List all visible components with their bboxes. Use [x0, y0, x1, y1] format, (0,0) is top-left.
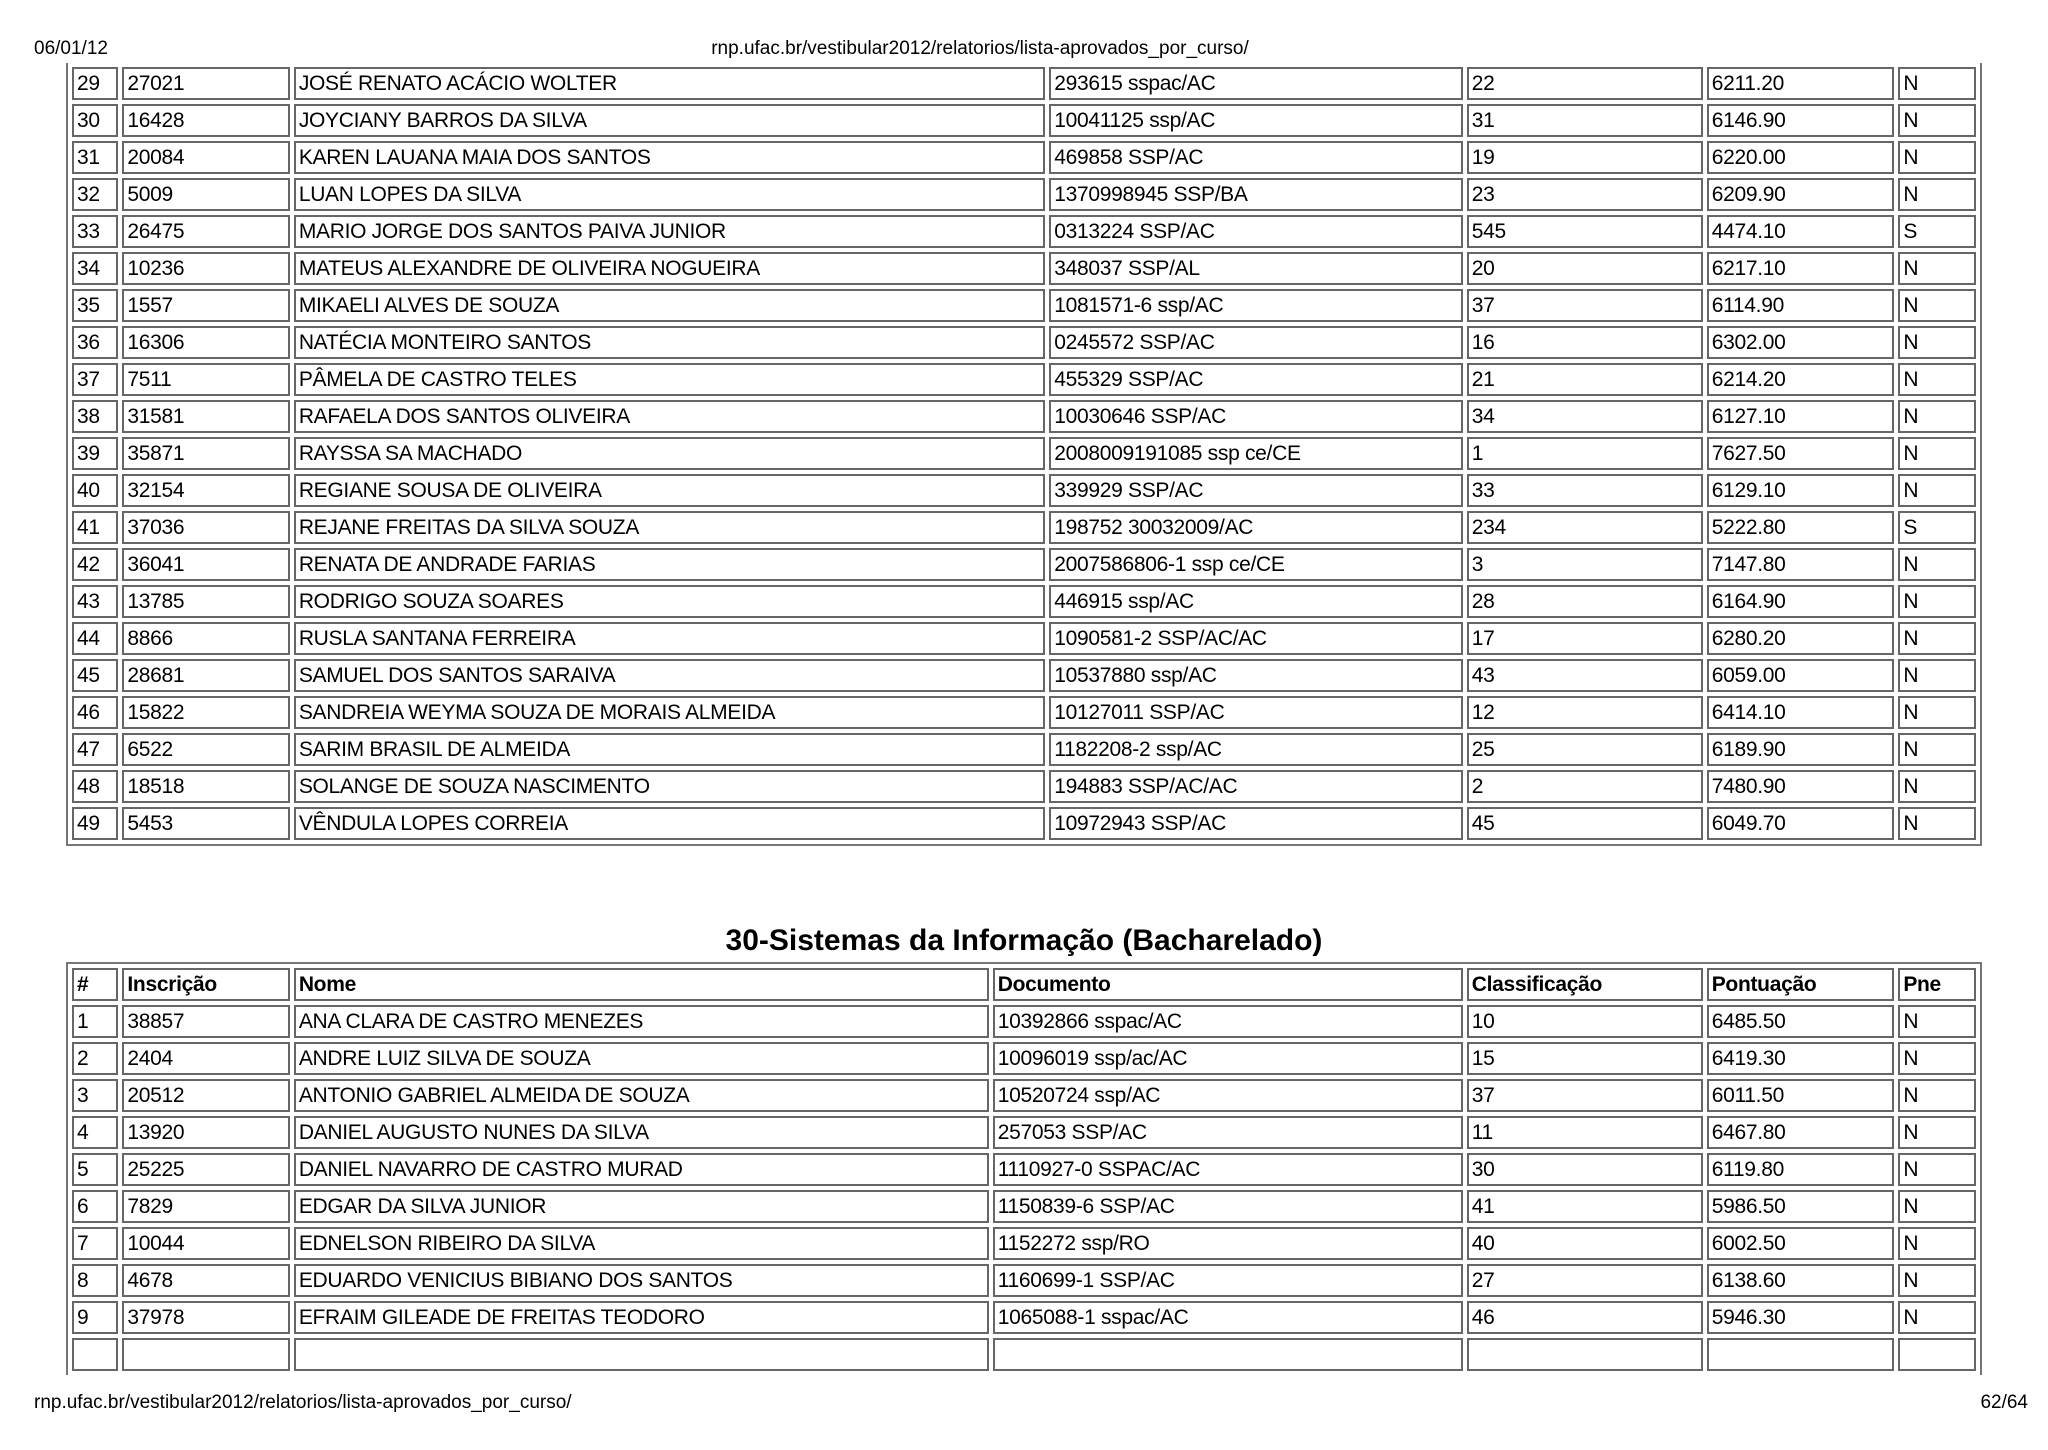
- cell-pontuacao: 6114.90: [1707, 289, 1895, 322]
- cell-documento: 2008009191085 ssp ce/CE: [1049, 437, 1463, 470]
- cell-documento: 339929 SSP/AC: [1049, 474, 1463, 507]
- results-table-previous-course: [66, 63, 1982, 846]
- cell-inscricao: 13920: [122, 1116, 289, 1149]
- cell-index: 29: [72, 67, 118, 100]
- cell-index: 32: [72, 178, 118, 211]
- cell-pne: N: [1898, 696, 1976, 729]
- cell-inscricao: 2404: [122, 1042, 289, 1075]
- cell-nome: RAFAELA DOS SANTOS OLIVEIRA: [294, 400, 1045, 433]
- cell-index: 37: [72, 363, 118, 396]
- cell-index: 5: [72, 1153, 118, 1186]
- cell-pontuacao: 6146.90: [1707, 104, 1895, 137]
- cell-classificacao: 19: [1467, 141, 1703, 174]
- cell-nome: [294, 1338, 989, 1371]
- cell-classificacao: 27: [1467, 1264, 1703, 1297]
- cell-documento: 348037 SSP/AL: [1049, 252, 1463, 285]
- cell-nome: EFRAIM GILEADE DE FREITAS TEODORO: [294, 1301, 989, 1334]
- cell-pne: N: [1898, 141, 1976, 174]
- cell-index: 44: [72, 622, 118, 655]
- cell-pne: N: [1898, 1153, 1976, 1186]
- cell-pne: N: [1898, 104, 1976, 137]
- cell-index: 4: [72, 1116, 118, 1149]
- cell-nome: JOSÉ RENATO ACÁCIO WOLTER: [294, 67, 1045, 100]
- table-row: [72, 733, 1976, 766]
- cell-inscricao: 16306: [122, 326, 289, 359]
- cell-nome: RENATA DE ANDRADE FARIAS: [294, 548, 1045, 581]
- cell-inscricao: 8866: [122, 622, 289, 655]
- cell-nome: ANDRE LUIZ SILVA DE SOUZA: [294, 1042, 989, 1075]
- cell-classificacao: 41: [1467, 1190, 1703, 1223]
- cell-pne: S: [1898, 215, 1976, 248]
- cell-index: 9: [72, 1301, 118, 1334]
- print-header-url: rnp.ufac.br/vestibular2012/relatorios/lista-aprovados_por_curso/: [711, 38, 1249, 59]
- table-row: [72, 807, 1976, 840]
- table-row: [72, 178, 1976, 211]
- cell-pne: N: [1898, 289, 1976, 322]
- cell-nome: REJANE FREITAS DA SILVA SOUZA: [294, 511, 1045, 544]
- cell-nome: ANA CLARA DE CASTRO MENEZES: [294, 1005, 989, 1038]
- cell-documento: 10537880 ssp/AC: [1049, 659, 1463, 692]
- cell-inscricao: 5453: [122, 807, 289, 840]
- table-row: [72, 141, 1976, 174]
- table-row: [72, 511, 1976, 544]
- cell-nome: RAYSSA SA MACHADO: [294, 437, 1045, 470]
- cell-pne: N: [1898, 622, 1976, 655]
- cell-index: 2: [72, 1042, 118, 1075]
- table-row: [72, 1153, 1976, 1186]
- cell-documento: 194883 SSP/AC/AC: [1049, 770, 1463, 803]
- table-row: [72, 1227, 1976, 1260]
- cell-inscricao: 36041: [122, 548, 289, 581]
- cell-classificacao: 40: [1467, 1227, 1703, 1260]
- cell-inscricao: 7511: [122, 363, 289, 396]
- cell-classificacao: 16: [1467, 326, 1703, 359]
- cell-index: 49: [72, 807, 118, 840]
- page-number: 62/64: [1980, 1392, 2028, 1413]
- cell-classificacao: 234: [1467, 511, 1703, 544]
- table-row: [72, 67, 1976, 100]
- table-row: [72, 1005, 1976, 1038]
- col-header-documento: Documento: [993, 968, 1463, 1001]
- cell-classificacao: 25: [1467, 733, 1703, 766]
- table-row: [72, 437, 1976, 470]
- cell-classificacao: 10: [1467, 1005, 1703, 1038]
- cell-documento: 293615 sspac/AC: [1049, 67, 1463, 100]
- cell-index: 35: [72, 289, 118, 322]
- cell-pne: [1898, 1338, 1976, 1371]
- cell-index: 38: [72, 400, 118, 433]
- cell-inscricao: 18518: [122, 770, 289, 803]
- cell-pne: N: [1898, 178, 1976, 211]
- cell-classificacao: 545: [1467, 215, 1703, 248]
- cell-pontuacao: 6485.50: [1707, 1005, 1895, 1038]
- col-header-pontuacao: Pontuação: [1707, 968, 1895, 1001]
- cell-classificacao: 37: [1467, 289, 1703, 322]
- cell-classificacao: 17: [1467, 622, 1703, 655]
- cell-inscricao: 26475: [122, 215, 289, 248]
- cell-pontuacao: 6214.20: [1707, 363, 1895, 396]
- cell-classificacao: 23: [1467, 178, 1703, 211]
- cell-pontuacao: 6127.10: [1707, 400, 1895, 433]
- cell-inscricao: 16428: [122, 104, 289, 137]
- cell-pne: N: [1898, 1116, 1976, 1149]
- table-row: [72, 474, 1976, 507]
- cell-inscricao: 32154: [122, 474, 289, 507]
- cell-pne: N: [1898, 252, 1976, 285]
- cell-nome: MARIO JORGE DOS SANTOS PAIVA JUNIOR: [294, 215, 1045, 248]
- cell-classificacao: 34: [1467, 400, 1703, 433]
- cell-documento: 198752 30032009/AC: [1049, 511, 1463, 544]
- cell-pne: N: [1898, 807, 1976, 840]
- cell-pontuacao: 6138.60: [1707, 1264, 1895, 1297]
- cell-nome: VÊNDULA LOPES CORREIA: [294, 807, 1045, 840]
- cell-pontuacao: 5222.80: [1707, 511, 1895, 544]
- cell-pontuacao: 6467.80: [1707, 1116, 1895, 1149]
- cell-inscricao: 25225: [122, 1153, 289, 1186]
- cell-documento: 0313224 SSP/AC: [1049, 215, 1463, 248]
- cell-documento: 446915 ssp/AC: [1049, 585, 1463, 618]
- table-row: [72, 1116, 1976, 1149]
- table-row: [72, 622, 1976, 655]
- print-footer-url: rnp.ufac.br/vestibular2012/relatorios/lista-aprovados_por_curso/: [34, 1392, 572, 1413]
- cell-index: 42: [72, 548, 118, 581]
- cell-classificacao: 45: [1467, 807, 1703, 840]
- cell-documento: 10392866 sspac/AC: [993, 1005, 1463, 1038]
- cell-pne: N: [1898, 1079, 1976, 1112]
- cell-nome: DANIEL NAVARRO DE CASTRO MURAD: [294, 1153, 989, 1186]
- table-row: [72, 1190, 1976, 1223]
- cell-pontuacao: 7627.50: [1707, 437, 1895, 470]
- cell-pontuacao: 6217.10: [1707, 252, 1895, 285]
- cell-nome: RUSLA SANTANA FERREIRA: [294, 622, 1045, 655]
- cell-pontuacao: 7147.80: [1707, 548, 1895, 581]
- cell-pne: N: [1898, 1190, 1976, 1223]
- cell-inscricao: 27021: [122, 67, 289, 100]
- cell-index: 45: [72, 659, 118, 692]
- cell-inscricao: 5009: [122, 178, 289, 211]
- cell-pne: N: [1898, 1005, 1976, 1038]
- cell-nome: RODRIGO SOUZA SOARES: [294, 585, 1045, 618]
- cell-index: 41: [72, 511, 118, 544]
- cell-inscricao: 20512: [122, 1079, 289, 1112]
- cell-index: 47: [72, 733, 118, 766]
- cell-pontuacao: 6419.30: [1707, 1042, 1895, 1075]
- cell-pontuacao: 6302.00: [1707, 326, 1895, 359]
- table-row: [72, 104, 1976, 137]
- cell-inscricao: 13785: [122, 585, 289, 618]
- cell-pontuacao: 6002.50: [1707, 1227, 1895, 1260]
- cell-documento: 10030646 SSP/AC: [1049, 400, 1463, 433]
- cell-classificacao: 31: [1467, 104, 1703, 137]
- cell-documento: 0245572 SSP/AC: [1049, 326, 1463, 359]
- cell-index: 33: [72, 215, 118, 248]
- cell-documento: 455329 SSP/AC: [1049, 363, 1463, 396]
- cell-nome: EDGAR DA SILVA JUNIOR: [294, 1190, 989, 1223]
- table-row: [72, 548, 1976, 581]
- cell-index: 46: [72, 696, 118, 729]
- cell-documento: 10972943 SSP/AC: [1049, 807, 1463, 840]
- cell-documento: 1152272 ssp/RO: [993, 1227, 1463, 1260]
- table-row: [72, 289, 1976, 322]
- cell-index: 36: [72, 326, 118, 359]
- cell-pne: N: [1898, 67, 1976, 100]
- cell-pontuacao: 6211.20: [1707, 67, 1895, 100]
- cell-documento: 1065088-1 sspac/AC: [993, 1301, 1463, 1334]
- cell-classificacao: 3: [1467, 548, 1703, 581]
- table-row: [72, 1264, 1976, 1297]
- cell-inscricao: [122, 1338, 289, 1371]
- col-header-nome: Nome: [294, 968, 989, 1001]
- cell-classificacao: 37: [1467, 1079, 1703, 1112]
- cell-pontuacao: 6280.20: [1707, 622, 1895, 655]
- cell-pne: N: [1898, 1264, 1976, 1297]
- cell-pontuacao: 5946.30: [1707, 1301, 1895, 1334]
- cell-inscricao: 37978: [122, 1301, 289, 1334]
- cell-index: 30: [72, 104, 118, 137]
- cell-documento: 10520724 ssp/AC: [993, 1079, 1463, 1112]
- cell-nome: LUAN LOPES DA SILVA: [294, 178, 1045, 211]
- cell-index: 40: [72, 474, 118, 507]
- cell-pne: N: [1898, 1301, 1976, 1334]
- cell-nome: ANTONIO GABRIEL ALMEIDA DE SOUZA: [294, 1079, 989, 1112]
- cell-pne: N: [1898, 363, 1976, 396]
- course-title: 30-Sistemas da Informação (Bacharelado): [725, 924, 1323, 957]
- cell-documento: 469858 SSP/AC: [1049, 141, 1463, 174]
- cell-pontuacao: 7480.90: [1707, 770, 1895, 803]
- cell-pne: N: [1898, 548, 1976, 581]
- cell-documento: 1370998945 SSP/BA: [1049, 178, 1463, 211]
- table-row: [72, 770, 1976, 803]
- cell-index: 6: [72, 1190, 118, 1223]
- cell-nome: MIKAELI ALVES DE SOUZA: [294, 289, 1045, 322]
- table-row-continued: [72, 1338, 1976, 1371]
- cell-documento: 10041125 ssp/AC: [1049, 104, 1463, 137]
- cell-pne: N: [1898, 400, 1976, 433]
- cell-inscricao: 38857: [122, 1005, 289, 1038]
- cell-pne: S: [1898, 511, 1976, 544]
- col-header-pne: Pne: [1898, 968, 1976, 1001]
- cell-index: 31: [72, 141, 118, 174]
- cell-pne: N: [1898, 585, 1976, 618]
- cell-inscricao: 10236: [122, 252, 289, 285]
- cell-inscricao: 35871: [122, 437, 289, 470]
- cell-classificacao: 28: [1467, 585, 1703, 618]
- cell-pontuacao: [1707, 1338, 1895, 1371]
- cell-inscricao: 37036: [122, 511, 289, 544]
- cell-pontuacao: 4474.10: [1707, 215, 1895, 248]
- cell-documento: 1182208-2 ssp/AC: [1049, 733, 1463, 766]
- cell-nome: JOYCIANY BARROS DA SILVA: [294, 104, 1045, 137]
- cell-pontuacao: 6209.90: [1707, 178, 1895, 211]
- table-row: [72, 363, 1976, 396]
- cell-pontuacao: 6220.00: [1707, 141, 1895, 174]
- cell-nome: SAMUEL DOS SANTOS SARAIVA: [294, 659, 1045, 692]
- cell-classificacao: 43: [1467, 659, 1703, 692]
- cell-nome: REGIANE SOUSA DE OLIVEIRA: [294, 474, 1045, 507]
- col-header-inscricao: Inscrição: [122, 968, 289, 1001]
- cell-classificacao: 20: [1467, 252, 1703, 285]
- cell-nome: SARIM BRASIL DE ALMEIDA: [294, 733, 1045, 766]
- cell-classificacao: 11: [1467, 1116, 1703, 1149]
- col-header-index: #: [72, 968, 118, 1001]
- cell-index: 43: [72, 585, 118, 618]
- cell-pontuacao: 6129.10: [1707, 474, 1895, 507]
- cell-inscricao: 1557: [122, 289, 289, 322]
- results-table-sistemas-informacao: [66, 962, 1982, 1375]
- table-row: [72, 1079, 1976, 1112]
- cell-index: [72, 1338, 118, 1371]
- cell-nome: PÂMELA DE CASTRO TELES: [294, 363, 1045, 396]
- cell-documento: 2007586806-1 ssp ce/CE: [1049, 548, 1463, 581]
- cell-classificacao: 2: [1467, 770, 1703, 803]
- cell-nome: DANIEL AUGUSTO NUNES DA SILVA: [294, 1116, 989, 1149]
- cell-index: 34: [72, 252, 118, 285]
- cell-index: 48: [72, 770, 118, 803]
- cell-pontuacao: 6119.80: [1707, 1153, 1895, 1186]
- cell-index: 39: [72, 437, 118, 470]
- table-row: [72, 1042, 1976, 1075]
- cell-pontuacao: 6059.00: [1707, 659, 1895, 692]
- cell-inscricao: 28681: [122, 659, 289, 692]
- table-row: [72, 696, 1976, 729]
- cell-classificacao: 1: [1467, 437, 1703, 470]
- cell-documento: 257053 SSP/AC: [993, 1116, 1463, 1149]
- cell-classificacao: 12: [1467, 696, 1703, 729]
- cell-classificacao: 21: [1467, 363, 1703, 396]
- print-date: 06/01/12: [34, 38, 108, 59]
- cell-documento: 10127011 SSP/AC: [1049, 696, 1463, 729]
- cell-inscricao: 15822: [122, 696, 289, 729]
- cell-pne: N: [1898, 1227, 1976, 1260]
- cell-pontuacao: 6011.50: [1707, 1079, 1895, 1112]
- cell-inscricao: 7829: [122, 1190, 289, 1223]
- cell-pontuacao: 6414.10: [1707, 696, 1895, 729]
- cell-classificacao: 46: [1467, 1301, 1703, 1334]
- cell-pontuacao: 6189.90: [1707, 733, 1895, 766]
- cell-nome: EDNELSON RIBEIRO DA SILVA: [294, 1227, 989, 1260]
- cell-pontuacao: 5986.50: [1707, 1190, 1895, 1223]
- cell-pontuacao: 6164.90: [1707, 585, 1895, 618]
- cell-classificacao: [1467, 1338, 1703, 1371]
- cell-inscricao: 10044: [122, 1227, 289, 1260]
- cell-nome: MATEUS ALEXANDRE DE OLIVEIRA NOGUEIRA: [294, 252, 1045, 285]
- cell-nome: EDUARDO VENICIUS BIBIANO DOS SANTOS: [294, 1264, 989, 1297]
- table-row: [72, 1301, 1976, 1334]
- cell-index: 1: [72, 1005, 118, 1038]
- cell-documento: 1160699-1 SSP/AC: [993, 1264, 1463, 1297]
- cell-documento: [993, 1338, 1463, 1371]
- cell-index: 8: [72, 1264, 118, 1297]
- cell-pne: N: [1898, 326, 1976, 359]
- cell-inscricao: 6522: [122, 733, 289, 766]
- cell-index: 7: [72, 1227, 118, 1260]
- cell-pne: N: [1898, 733, 1976, 766]
- cell-documento: 1081571-6 ssp/AC: [1049, 289, 1463, 322]
- table-row: [72, 659, 1976, 692]
- table-row: [72, 400, 1976, 433]
- cell-documento: 10096019 ssp/ac/AC: [993, 1042, 1463, 1075]
- cell-classificacao: 15: [1467, 1042, 1703, 1075]
- cell-nome: NATÉCIA MONTEIRO SANTOS: [294, 326, 1045, 359]
- table-row: [72, 585, 1976, 618]
- cell-documento: 1150839-6 SSP/AC: [993, 1190, 1463, 1223]
- cell-nome: SOLANGE DE SOUZA NASCIMENTO: [294, 770, 1045, 803]
- cell-pne: N: [1898, 770, 1976, 803]
- cell-inscricao: 20084: [122, 141, 289, 174]
- cell-index: 3: [72, 1079, 118, 1112]
- cell-nome: KAREN LAUANA MAIA DOS SANTOS: [294, 141, 1045, 174]
- table-row: [72, 215, 1976, 248]
- col-header-classificacao: Classificação: [1467, 968, 1703, 1001]
- cell-pne: N: [1898, 474, 1976, 507]
- cell-classificacao: 22: [1467, 67, 1703, 100]
- cell-pne: N: [1898, 437, 1976, 470]
- table-header-row: [72, 968, 1976, 1001]
- cell-inscricao: 31581: [122, 400, 289, 433]
- table-row: [72, 326, 1976, 359]
- cell-nome: SANDREIA WEYMA SOUZA DE MORAIS ALMEIDA: [294, 696, 1045, 729]
- cell-pne: N: [1898, 659, 1976, 692]
- cell-documento: 1110927-0 SSPAC/AC: [993, 1153, 1463, 1186]
- cell-classificacao: 33: [1467, 474, 1703, 507]
- cell-pontuacao: 6049.70: [1707, 807, 1895, 840]
- cell-classificacao: 30: [1467, 1153, 1703, 1186]
- cell-pne: N: [1898, 1042, 1976, 1075]
- cell-documento: 1090581-2 SSP/AC/AC: [1049, 622, 1463, 655]
- cell-inscricao: 4678: [122, 1264, 289, 1297]
- table-row: [72, 252, 1976, 285]
